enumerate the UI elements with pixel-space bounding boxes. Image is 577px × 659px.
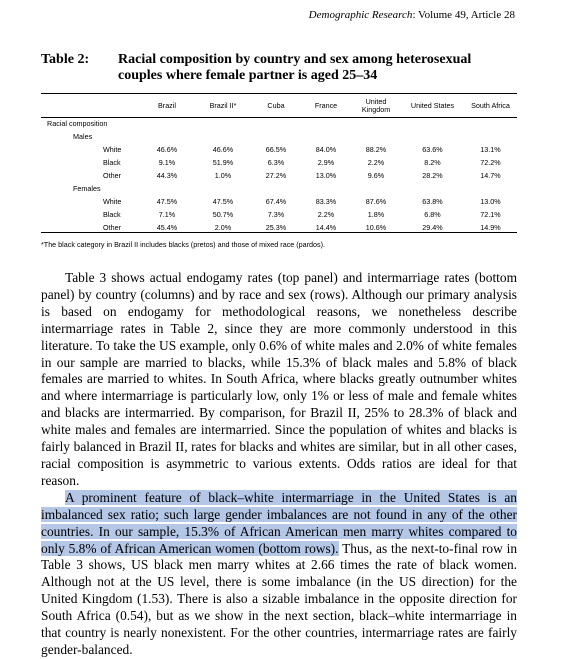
table-label: Table 2: bbox=[41, 52, 90, 67]
cell: 14.7% bbox=[480, 171, 501, 180]
column-header: South Africa bbox=[471, 100, 510, 110]
cell: 47.5% bbox=[156, 197, 178, 206]
paragraph-1: Table 3 shows actual endogamy rates (top panel) and intermarriage rates (bottom panel) by country (columns) and by race and sex (rows). Although our primary analysis is based on endogamy for methodological reasons, we nonetheless describe intermarriage rates in Table 2, since they are more commonly understood in this literature. To take the US example, only 0.6% of white males and 2.0% of white females in our sample are married to blacks, while 15.3% of black males and 5.8% of black females are married to whites. In South Africa, where blacks greatly outnumber whites and where intermarriage is particularly low, only 1% or less of male and female whites and blacks are intermarried. By comparison, for Brazil II, 25% to 28.3% of black and white males and females are intermarried. Since the population of whites and blacks is fairly balanced in Brazil II, rates for blacks and whites are similar, but in all other cases, racial composition is asymmetric to various extents. Odds ratios are ideal for that reason. bbox=[41, 270, 517, 488]
cell: 2.2% bbox=[317, 210, 335, 219]
cell: 13.0% bbox=[480, 197, 501, 206]
column-header: France bbox=[314, 100, 338, 110]
column-header: United Kingdom bbox=[361, 96, 391, 114]
cell: 88.2% bbox=[365, 145, 387, 154]
cell: 63.6% bbox=[422, 145, 443, 154]
cell: 14.4% bbox=[315, 223, 337, 232]
column-header: United States bbox=[410, 100, 455, 110]
paragraph-2 bbox=[41, 490, 517, 659]
table-row bbox=[41, 221, 517, 234]
cell: 46.6% bbox=[156, 145, 178, 154]
running-head bbox=[309, 9, 515, 21]
cell: 6.8% bbox=[424, 210, 441, 219]
group-row-males bbox=[41, 130, 517, 143]
cell: 44.3% bbox=[156, 171, 178, 180]
data-table bbox=[41, 94, 517, 234]
cell: 1.8% bbox=[367, 210, 385, 219]
column-header: Brazil bbox=[158, 100, 176, 110]
cell: 45.4% bbox=[156, 223, 178, 232]
cell: 87.6% bbox=[365, 197, 387, 206]
volume-info: : Volume 49, Article 28 bbox=[412, 9, 515, 21]
cell: 7.1% bbox=[158, 210, 176, 219]
row-label: Other bbox=[103, 171, 121, 180]
cell: 84.0% bbox=[315, 145, 337, 154]
table-row bbox=[41, 156, 517, 169]
cell: 29.4% bbox=[422, 223, 443, 232]
cell: 27.2% bbox=[265, 171, 287, 180]
cell: 7.3% bbox=[267, 210, 285, 219]
table-row bbox=[41, 169, 517, 182]
header-blank bbox=[41, 94, 139, 117]
column-header: Brazil II* bbox=[209, 100, 237, 110]
group-label-females: Females bbox=[73, 184, 101, 193]
journal-name: Demographic Research bbox=[308, 9, 413, 21]
group-row-females bbox=[41, 182, 517, 195]
cell: 50.7% bbox=[212, 210, 234, 219]
cell: 13.0% bbox=[315, 171, 337, 180]
cell: 51.9% bbox=[212, 158, 234, 167]
cell: 2.2% bbox=[367, 158, 385, 167]
table-title: Racial composition by country and sex among heterosexual couples where female partner is aged 25–34 bbox=[118, 52, 472, 83]
section-row bbox=[41, 117, 517, 130]
cell: 63.8% bbox=[422, 197, 443, 206]
cell: 2.9% bbox=[317, 158, 335, 167]
cell: 9.1% bbox=[158, 158, 176, 167]
row-label: White bbox=[103, 197, 122, 206]
row-label: White bbox=[103, 145, 122, 154]
group-label-males: Males bbox=[73, 132, 93, 141]
cell: 47.5% bbox=[212, 197, 234, 206]
column-header: Cuba bbox=[267, 100, 285, 110]
cell: 9.6% bbox=[367, 171, 385, 180]
cell: 13.1% bbox=[480, 145, 501, 154]
row-label: Black bbox=[103, 210, 121, 219]
table-row bbox=[41, 195, 517, 208]
table-header-row bbox=[41, 94, 517, 117]
section-label: Racial composition bbox=[47, 119, 108, 128]
cell: 28.2% bbox=[422, 171, 443, 180]
body-text bbox=[41, 270, 517, 659]
cell: 46.6% bbox=[212, 145, 234, 154]
cell: 1.0% bbox=[214, 171, 232, 180]
table-row bbox=[41, 143, 517, 156]
cell: 6.3% bbox=[267, 158, 285, 167]
cell: 66.5% bbox=[265, 145, 287, 154]
cell: 72.2% bbox=[480, 158, 501, 167]
cell: 10.6% bbox=[365, 223, 387, 232]
cell: 67.4% bbox=[265, 197, 287, 206]
highlighted-text[interactable]: A prominent feature of black–white intermarriage in the United States is an imbalanced sex ratio; such large gender imbalances are not found in any of the other countries. In our sample, 15.3% of African American men marry whites compared to only 5.8% of African American women (bottom rows). bbox=[41, 489, 517, 556]
cell: 8.2% bbox=[424, 158, 441, 167]
cell: 72.1% bbox=[480, 210, 501, 219]
cell: 25.3% bbox=[265, 223, 287, 232]
cell: 2.0% bbox=[214, 223, 232, 232]
cell: 14.9% bbox=[480, 223, 501, 232]
row-label: Other bbox=[103, 223, 121, 232]
paragraph-2-rest: Thus, as the next-to-final row in Table 3 shows, US black men marry whites at 2.66 times the rate of black women. Although not at the US level, there is some imbalance (in the US direction) for the United Kingdom (1.53). There is also a sizable imbalance in the opposite direction for South Africa (0.54), but as we show in the next section, black–white intermarriage in that country is nearly nonexistent. For the other countries, intermarriage rates are fairly gender-balanced. bbox=[41, 540, 518, 657]
table-footnote: *The black category in Brazil II includes blacks (pretos) and those of mixed race (pardos). bbox=[41, 240, 326, 249]
table-row bbox=[41, 208, 517, 221]
row-label: Black bbox=[103, 158, 121, 167]
cell: 83.3% bbox=[315, 197, 337, 206]
